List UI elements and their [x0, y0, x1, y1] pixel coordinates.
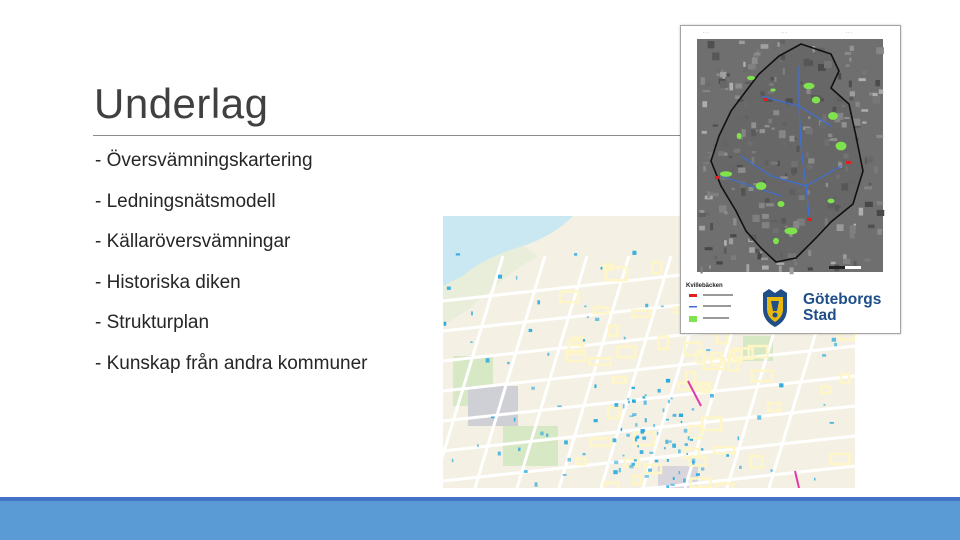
map-legend-title: Kvillebäcken: [686, 283, 723, 289]
logo-text-line-2: Stad: [803, 307, 837, 324]
logo-text-line-1: Göteborgs: [803, 291, 882, 308]
svg-text:· · ·: · · ·: [703, 31, 709, 35]
footer-band: [0, 497, 960, 540]
svg-text:· · ·: · · ·: [781, 31, 787, 35]
slide-title: Underlag: [94, 80, 269, 127]
bullet-item: - Historiska diken: [95, 271, 241, 293]
bullet-item: - Källaröversvämningar: [95, 231, 291, 252]
goteborgs-stad-logo-text: [803, 292, 881, 324]
bullet-item: - Strukturplan: [95, 312, 210, 333]
bullet-item: - Översvämningskartering: [95, 150, 313, 171]
bullet-item: - Ledningsnätsmodell: [95, 190, 276, 212]
bullet-item: - Kunskap från andra kommuner: [95, 352, 368, 374]
svg-text:· · ·: · · ·: [846, 31, 852, 35]
bullet-list: [95, 148, 367, 391]
title-divider: [93, 135, 685, 136]
